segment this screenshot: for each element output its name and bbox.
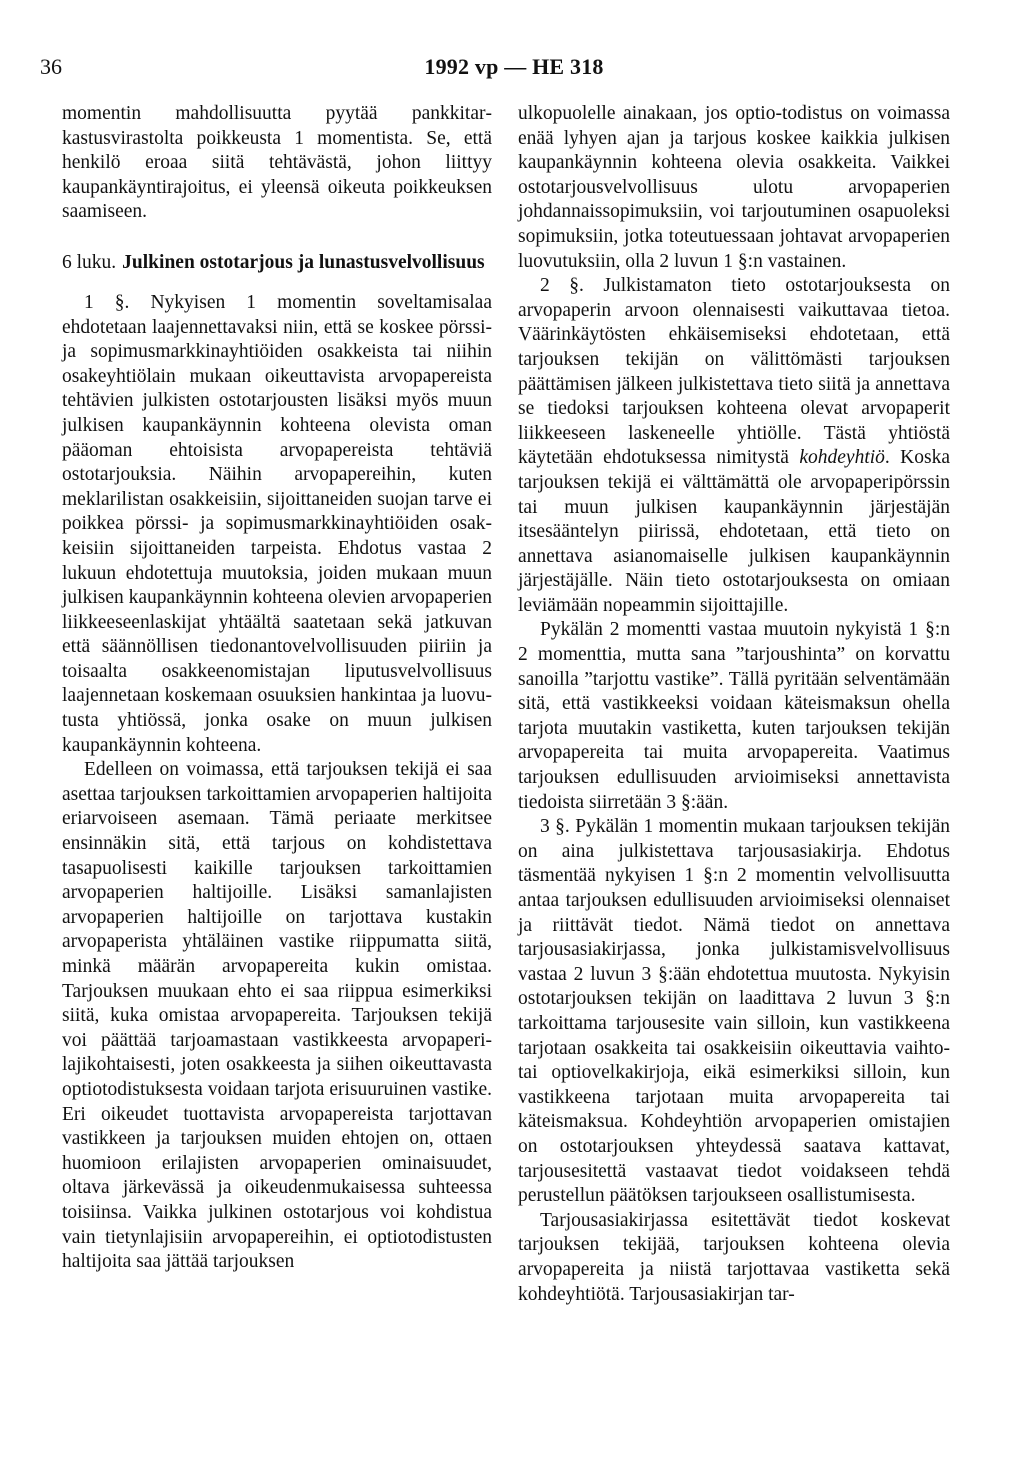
defined-term: kohdeyhtiö bbox=[799, 447, 885, 469]
left-column bbox=[62, 102, 492, 1275]
page-header bbox=[40, 54, 988, 88]
running-head: 1992 vp — HE 318 bbox=[424, 54, 604, 79]
paragraph-text: 2 §. Julkistamaton tieto ostotarjouksesta on arvopaperin arvoon olennaisesti vaikuttavaa tietoa. Väärinkäytösten ehkäisemiseksi ehdotetaan, että tarjouksen tekijän on välittömästi tarjouksen päättämisen jälkeen julkistettava tieto siitä ja annettava se tiedoksi tarjouksen kohteena olevat arvopaperit liikkeeseen laskeneelle yhtiölle. Tästä yhtiöstä käytetään ehdotuksessa nimitystä bbox=[518, 275, 950, 469]
paragraph-text: . Koska tarjouksen tekijä ei välttämättä ole arvopaperipörssin tai muun julkisen kaupankäynnin järjestäjän itsesääntelyn piirissä, ehdotetaan, että tieto on annettava asianomaiselle julkisen kaupankäynnin järjestäjälle. Näin tieto ostotarjouksesta on omiaan leviämään nopeammin sijoittajille. bbox=[518, 447, 951, 616]
paragraph: ulkopuolelle ainakaan, jos optio-todistus on voimassa enää lyhyen ajan ja tarjous koskee kaikkia julkisen kaupankäynnin kohteena olevia osakkeita. Vaikkei ostotarjousvelvollisuus ulotu arvopaperien johdannaissopimuksiin, voi tarjoutuminen osapuoleksi sopimuksiin, jotka toteutuessaan johtavat arvopaperien luovutuksiin, olla 2 luvun 1 §:n vastainen. bbox=[518, 103, 950, 272]
paragraph: Edelleen on voimassa, että tarjouksen tekijä ei saa asettaa tarjouksen tarkoittamien arvopaperien haltijoita eriarvoiseen asemaan. Tämä periaate merkitsee ensinnäkin sitä, että tarjous on kohdistettava tasapuolisesti kaikille tarjouksen tarkoittamien arvopaperien haltijoille. Lisäksi samanlajisten arvopaperien haltijoille on tarjottava kustakin arvopaperista yhtäläinen vastike riippumatta siitä, minkä määrän arvopapereita kukin omistaa. Tarjouksen muukaan ehto ei saa riippua esimerkiksi siitä, kuka omistaa arvopapereita. Tarjouksen tekijä voi päättää tarjoamastaan vastikkeesta arvopaperilajikohtaisesti, joten osakkeesta ja siihen oikeuttavasta optiotodistuksesta voidaan tarjota erisuuruinen vastike. Eri oikeudet tuottavista arvopapereista tarjottavan vastikkeen ja tarjouksen muiden ehtojen on, ottaen huomioon erilajisten arvopaperien ominaisuudet, oltava järkevässä ja oikeudenmukaisessa suhteessa toisiinsa. Vaikka julkinen ostotarjous voi kohdistua vain tietynlajisiin arvopapereihin, ei optiotodistusten haltijoita saa jättää tarjouksen bbox=[62, 759, 492, 1273]
paragraph: 3 §. Pykälän 1 momentin mukaan tarjouksen tekijän on aina julkistettava tarjousasiakirja. Ehdotus täsmentää nykyisen 1 §:n 2 momentin velvollisuutta antaa tarjouksen edullisuuden arvioimiseksi olennaiset ja riittävät tiedot. Nämä tiedot on annettava tarjousasiakirjassa, jonka julkistamisvelvollisuus vastaa 2 luvun 3 §:ään ehdotettua muutosta. Nykyisin ostotarjouksen tekijän on laadittava 2 luvun 3 §:n tarkoittama tarjousesite vain silloin, kun vastikkeena tarjotaan osakkeita tai osakkeisiin oikeuttavia vaihto- tai optiovelkakirjoja, eikä esimerkiksi silloin, kun vastikkeena tarjotaan muita arvopapereita tai käteismaksua. Kohdeyhtiön arvopaperien omistajien on ostotarjouksen yhteydessä saatava kattavat, tarjousesitettä vastaavat tiedot voidakseen tehdä perustellun päätöksen tarjoukseen osallistumisesta. bbox=[518, 816, 950, 1207]
right-column bbox=[518, 102, 950, 1307]
chapter-number: 6 luku. bbox=[62, 251, 117, 273]
paragraph bbox=[518, 274, 950, 618]
paragraph: momentin mahdollisuutta pyytää pankkitarkastusvirastolta poikkeusta 1 momentista. Se, että henkilö eroaa siitä tehtävästä, johon liittyy kaupankäyntirajoitus, ei yleensä oikeuta poikkeuksen saamiseen. bbox=[62, 103, 492, 223]
paragraph: Pykälän 2 momentti vastaa muutoin nykyistä 1 §:n 2 momenttia, mutta sana ”tarjoushinta” on korvattu sanoilla ”tarjottu vastike”. Tällä pyritään selventämään sitä, että vastikkeeksi voidaan käteismaksun ohella tarjota muutakin vastiketta, kuten tarjouksen tekijän arvopapereita tai muita arvopapereita. Vaatimus tarjouksen edullisuuden arvioimiseksi annettavista tiedoista siirretään 3 §:ään. bbox=[518, 619, 950, 813]
paragraph: 1 §. Nykyisen 1 momentin soveltamisalaa ehdotetaan laajennettavaksi niin, että se koskee pörssi- ja sopimusmarkkinayhtiöiden osakkeista tai niihin osakeyhtiölain mukaan oikeuttavista arvopapereista tehtävien julkisten ostotarjousten lisäksi myös muun julkisen kaupankäynnin kohteena olevista oman pääoman ehtoisista arvopapereista tehtäviä ostotarjouksia. Näihin arvopapereihin, kuten meklarilistan osakkeisiin, sijoittaneiden suojan tarve ei poikkea pörssi- ja sopimusmarkkinayhtiöiden osakkeisiin sijoittaneiden tarpeista. Ehdotus vastaa 2 lukuun ehdotettuja muutoksia, joiden mukaan muun julkisen kaupankäynnin kohteena olevien arvopaperien liikkeeseenlaskijat yhtäältä saatetaan sekä jatkuvan että säännöllisen tiedonantovelvollisuuden piiriin ja toisaalta osakkeenomistajan liputusvelvollisuus laajennetaan koskemaan osuuksien hankintaa ja luovutusta yhtiössä, jonka osake on muun julkisen kaupankäynnin kohteena. bbox=[62, 291, 492, 756]
paragraph: Tarjousasiakirjassa esitettävät tiedot koskevat tarjouksen tekijää, tarjouksen kohteena olevia arvopapereita ja niistä tarjottavaa vastiketta sekä kohdeyhtiötä. Tarjousasiakirjan tar- bbox=[518, 1209, 950, 1305]
chapter-title: Julkinen ostotarjous ja lunastusvelvollisuus bbox=[122, 251, 485, 273]
page-number: 36 bbox=[40, 54, 62, 79]
chapter-heading bbox=[62, 251, 492, 275]
